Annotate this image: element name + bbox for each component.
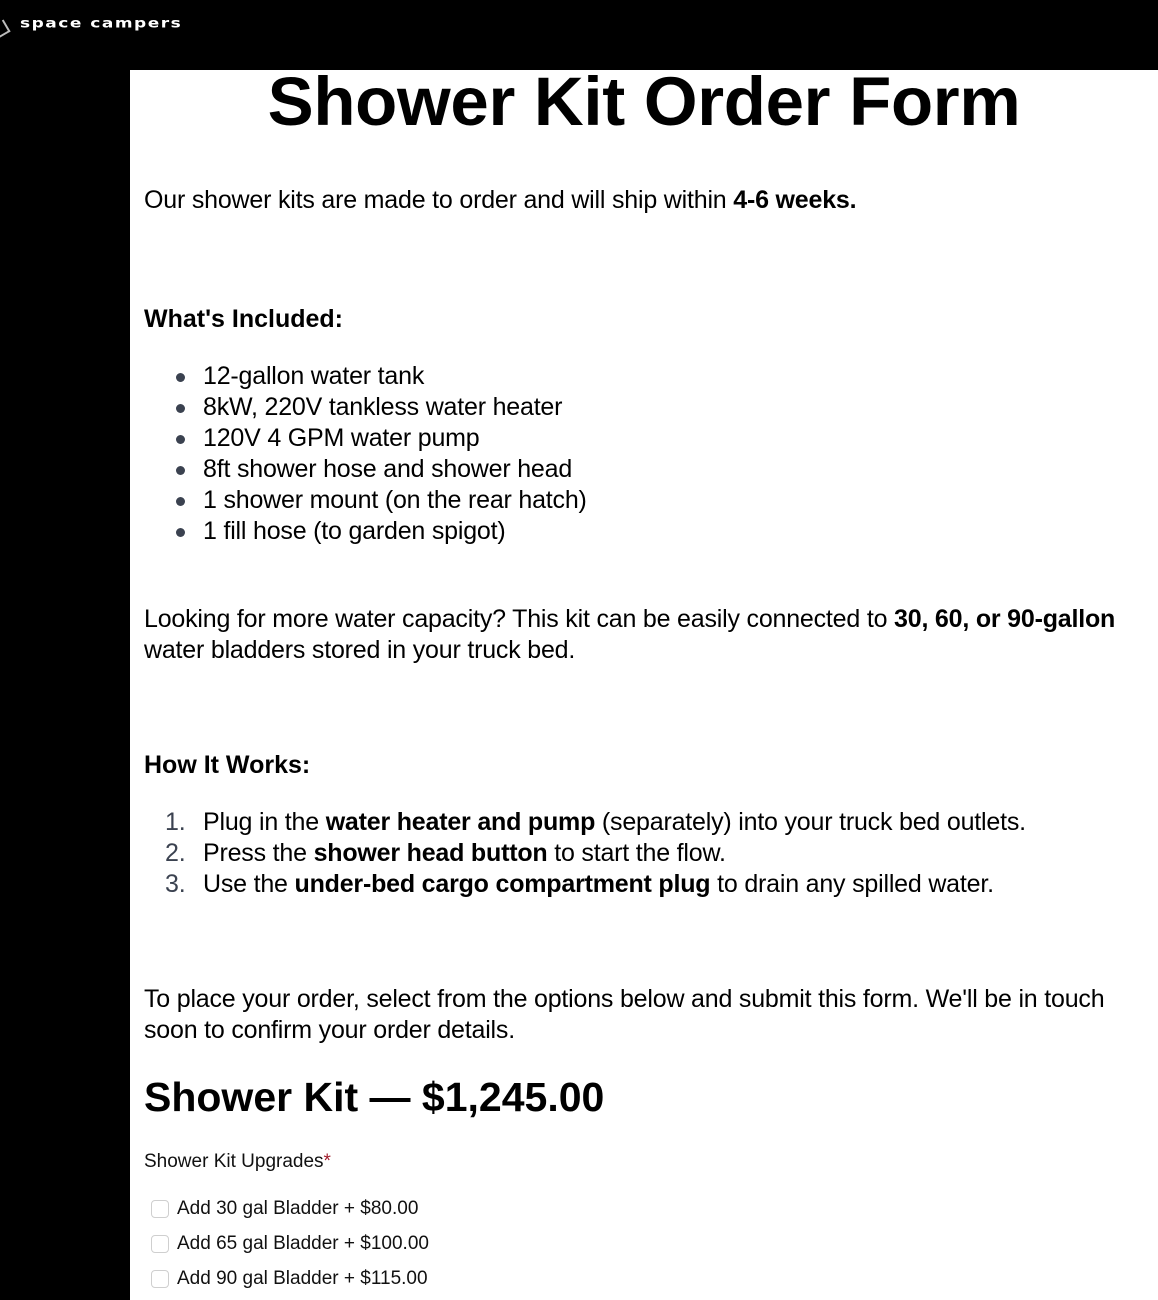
checkbox-30gal[interactable]	[151, 1200, 169, 1218]
capacity-suffix: water bladders stored in your truck bed.	[144, 636, 576, 664]
upgrade-option-30gal[interactable]	[151, 1191, 429, 1226]
checkbox-65gal[interactable]	[151, 1235, 169, 1253]
list-item	[203, 423, 587, 454]
step-suffix: to start the flow.	[547, 839, 726, 867]
capacity-sizes: 30, 60, or 90-gallon	[894, 605, 1116, 633]
step-number: 2.	[165, 839, 186, 867]
intro-paragraph	[144, 185, 1134, 216]
steps-list	[165, 807, 1026, 900]
brand-logo-link[interactable]: space campers	[20, 15, 183, 32]
step-text: Plug in the	[203, 808, 326, 836]
list-item-text: 8kW, 220V tankless water heater	[203, 393, 563, 421]
page-title: Shower Kit Order Form	[267, 63, 1021, 140]
upgrade-option-65gal[interactable]	[151, 1226, 429, 1261]
option-label: Add 30 gal Bladder + $80.00	[177, 1197, 419, 1219]
capacity-text: Looking for more water capacity? This kit can be easily connected to	[144, 605, 895, 633]
option-label: Add 90 gal Bladder + $115.00	[177, 1267, 428, 1289]
main-content	[130, 63, 1158, 1300]
list-item	[203, 454, 587, 485]
bullet-icon	[176, 435, 185, 444]
list-item-text: 12-gallon water tank	[203, 362, 425, 390]
product-price-heading: Shower Kit — $1,245.00	[144, 1074, 605, 1120]
step-number: 3.	[165, 870, 186, 898]
list-item-text: 1 fill hose (to garden spigot)	[203, 517, 506, 545]
step-suffix: to drain any spilled water.	[710, 870, 994, 898]
site-header	[0, 0, 1158, 70]
intro-text: Our shower kits are made to order and will ship within	[144, 186, 734, 214]
bullet-icon	[176, 466, 185, 475]
step-number: 1.	[165, 808, 186, 836]
bullet-icon	[176, 373, 185, 382]
checkbox-90gal[interactable]	[151, 1270, 169, 1288]
included-list	[203, 361, 587, 547]
list-item	[203, 361, 587, 392]
upgrades-label-text: Shower Kit Upgrades	[144, 1151, 324, 1172]
list-item	[203, 392, 587, 423]
included-heading: What's Included:	[144, 305, 343, 333]
list-item-text: 1 shower mount (on the rear hatch)	[203, 486, 587, 514]
bullet-icon	[176, 497, 185, 506]
list-item-text: 8ft shower hose and shower head	[203, 455, 573, 483]
step-item	[165, 838, 1026, 869]
step-emphasis: water heater and pump	[325, 808, 596, 836]
step-item	[165, 807, 1026, 838]
step-text: Use the	[203, 870, 295, 898]
upgrade-option-90gal[interactable]	[151, 1261, 429, 1296]
ship-time: 4-6 weeks.	[733, 186, 857, 214]
bullet-icon	[176, 528, 185, 537]
logo-mark-icon	[0, 19, 11, 38]
list-item-text: 120V 4 GPM water pump	[203, 424, 480, 452]
capacity-paragraph	[144, 604, 1134, 666]
list-item	[203, 516, 587, 547]
upgrades-label	[144, 1150, 331, 1174]
required-asterisk: *	[323, 1151, 331, 1172]
order-note: To place your order, select from the options below and submit this form. We'll be in touch soon to confirm your order details.	[144, 985, 1105, 1044]
step-emphasis: under-bed cargo compartment plug	[294, 870, 711, 898]
step-item	[165, 869, 1026, 900]
option-label: Add 65 gal Bladder + $100.00	[177, 1232, 429, 1254]
step-text: Press the	[203, 839, 314, 867]
step-emphasis: shower head button	[313, 839, 548, 867]
step-suffix: (separately) into your truck bed outlets.	[595, 808, 1026, 836]
bullet-icon	[176, 404, 185, 413]
list-item	[203, 485, 587, 516]
upgrades-options	[151, 1191, 429, 1296]
how-it-works-heading: How It Works:	[144, 751, 311, 779]
